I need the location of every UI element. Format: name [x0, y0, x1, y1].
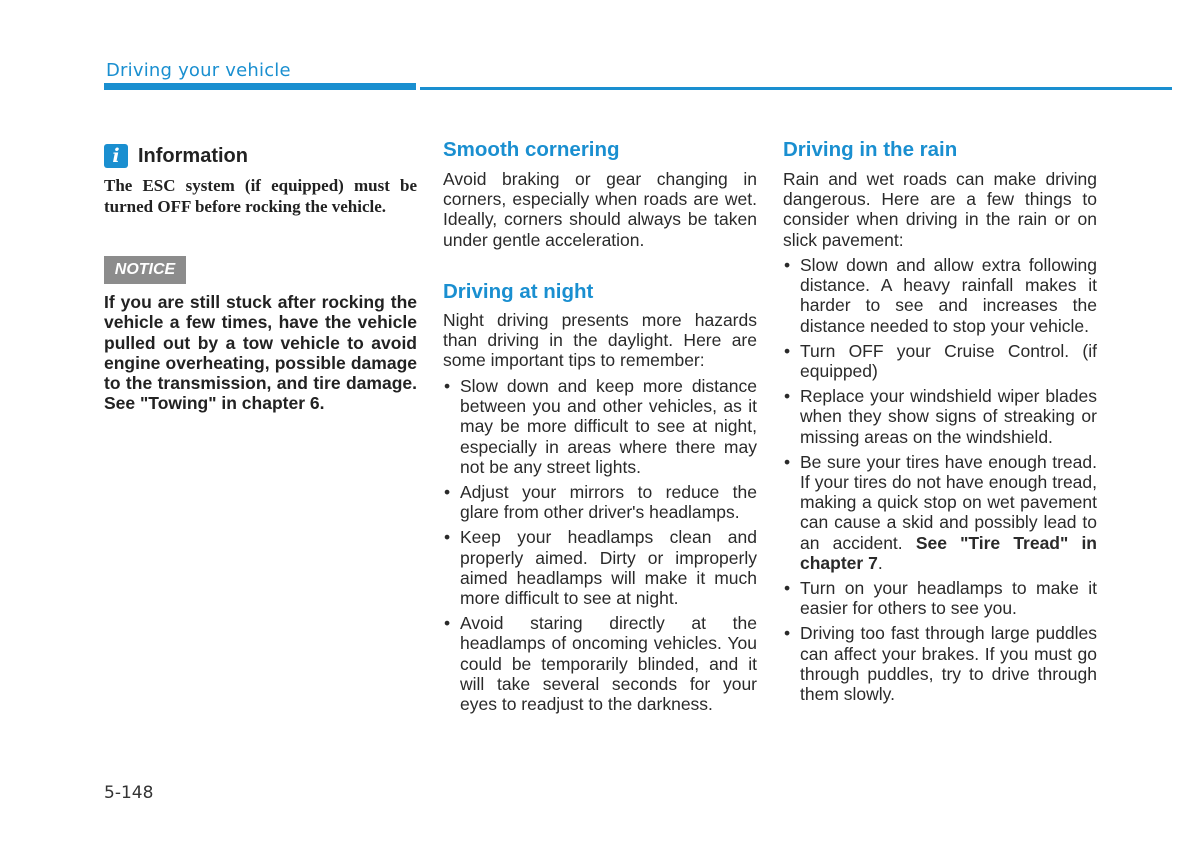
night-driving-list — [443, 376, 757, 719]
smooth-cornering-body: Avoid braking or gear changing in corners, especially when roads are wet. Ideally, corners should always be taken under gentle acceleration. — [443, 169, 757, 250]
list-item: • Turn on your headlamps to make it easier for others to see you. — [783, 578, 1097, 618]
list-item: • Avoid staring directly at the headlamps of oncoming vehicles. You could be temporarily blinded, and it will take several seconds for your eyes to readjust to the darkness. — [443, 613, 757, 714]
list-item: • Slow down and keep more distance between you and other vehicles, as it may be more difficult to see at night, especially in areas where there may not be any street lights. — [443, 376, 757, 477]
night-driving-heading: Driving at night — [443, 280, 594, 303]
tire-tread-text: Be sure your tires have enough tread. If your tires do not have enough tread, making a quick stop on wet pavement can cause a skid and possibly lead to an accident. — [800, 451, 1097, 553]
list-item: • Keep your headlamps clean and properly aimed. Dirty or improperly aimed headlamps will make it much more difficult to see at night. — [443, 527, 757, 608]
information-body: The ESC system (if equipped) must be turned OFF before rocking the vehicle. — [104, 176, 417, 216]
list-item — [783, 452, 1097, 573]
header-rule-thick — [104, 83, 416, 90]
list-item: • Driving too fast through large puddles can affect your brakes. If you must go through puddles, try to drive through them slowly. — [783, 623, 1097, 704]
notice-badge: NOTICE — [104, 256, 186, 284]
list-item: • Turn OFF your Cruise Control. (if equipped) — [783, 341, 1097, 381]
list-item: • Replace your windshield wiper blades when they show signs of streaking or missing areas on the windshield. — [783, 386, 1097, 447]
rain-driving-heading: Driving in the rain — [783, 138, 958, 161]
rain-driving-intro: Rain and wet roads can make driving dangerous. Here are a few things to consider when driving in the rain or on slick pavement: — [783, 169, 1097, 250]
list-item: • Adjust your mirrors to reduce the glare from other driver's headlamps. — [443, 482, 757, 522]
tire-tread-period: . — [877, 552, 883, 573]
section-title: Driving your vehicle — [106, 60, 291, 81]
rain-driving-list — [783, 255, 1097, 709]
header-rule-thin — [420, 87, 1172, 90]
smooth-cornering-heading: Smooth cornering — [443, 138, 620, 161]
page-number: 5-148 — [104, 783, 154, 803]
night-driving-intro: Night driving presents more hazards than driving in the daylight. Here are some important tips to remember: — [443, 310, 757, 371]
tire-tread-reference: See "Tire Tread" in chapter 7 — [800, 532, 1097, 573]
information-icon: i — [104, 144, 128, 168]
information-title: Information — [138, 144, 248, 167]
notice-body: If you are still stuck after rocking the vehicle a few times, have the vehicle pulled out by a tow vehicle to avoid engine overheating, possible damage to the transmission, and tire damage. See "Towing" in chapter 6. — [104, 292, 417, 414]
information-heading — [104, 144, 248, 168]
list-item: • Slow down and allow extra following distance. A heavy rainfall makes it harder to see and increases the distance needed to stop your vehicle. — [783, 255, 1097, 336]
